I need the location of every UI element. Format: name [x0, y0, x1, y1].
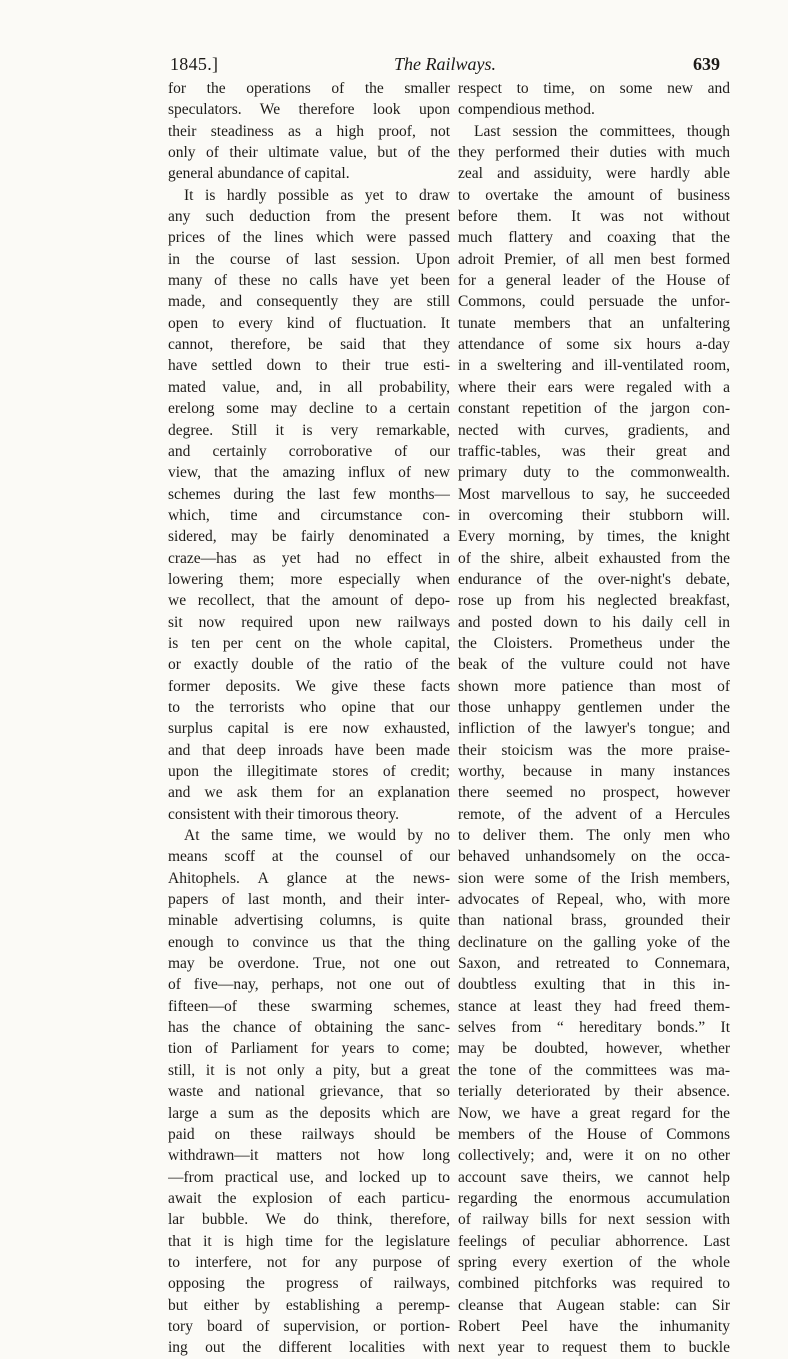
left-column-line: but either by establishing a peremp-: [168, 1296, 450, 1314]
right-column-line: terially deteriorated by their absence.: [458, 1083, 730, 1101]
right-column-line: combined pitchforks was required to: [458, 1275, 730, 1293]
right-column-line: compendious method.: [458, 101, 595, 119]
left-column-line: that it is high time for the legislature: [168, 1232, 450, 1250]
left-column-line: and certainly corroborative of our: [168, 442, 450, 460]
left-column-line: view, that the amazing influx of new: [168, 464, 450, 482]
right-column-line: attendance of some six hours a-day: [458, 336, 730, 354]
right-column-line: members of the House of Commons: [458, 1125, 730, 1143]
left-column-line: speculators. We therefore look upon: [168, 101, 450, 119]
left-column-line: schemes during the last few months—: [168, 485, 450, 503]
right-column-line: declinature on the galling yoke of the: [458, 933, 730, 951]
right-column-line: Commons, could persuade the unfor-: [458, 293, 730, 311]
right-column-line: where their ears were regaled with a: [458, 378, 730, 396]
left-column-line: and that deep inroads have been made: [168, 741, 450, 759]
right-column-line: Now, we have a great regard for the: [458, 1104, 730, 1122]
left-column-line: craze—has as yet had no effect in: [168, 549, 450, 567]
left-column-line: or exactly double of the ratio of the: [168, 656, 450, 674]
left-column-line: have settled down to their true esti-: [168, 357, 450, 375]
right-column-line: infliction of the lawyer's tongue; and: [458, 720, 730, 738]
left-column-line: upon the illegitimate stores of credit;: [168, 763, 450, 780]
left-column-line: which, time and circumstance con-: [168, 506, 450, 524]
left-column-line: lowering them; more especially when: [168, 570, 450, 588]
right-column-line: worthy, because in many instances: [458, 763, 730, 780]
right-column-line: for a general leader of the House of: [458, 272, 730, 290]
right-column-line: there seemed no prospect, however: [458, 784, 730, 802]
page-number: 639: [693, 54, 720, 74]
right-column-line: nected with curves, gradients, and: [458, 421, 730, 439]
left-column-line: many of these no calls have yet been: [168, 272, 450, 290]
right-column-line: Robert Peel have the inhumanity: [458, 1317, 730, 1335]
right-column-line: collectively; and, were it on no other: [458, 1147, 730, 1165]
left-column-line: made, and consequently they are still: [168, 293, 450, 311]
right-column-line: Saxon, and retreated to Connemara,: [458, 955, 730, 973]
right-column-line: primary duty to the commonwealth.: [458, 464, 730, 482]
right-column-line: stance at least they had freed them-: [458, 997, 730, 1015]
right-column-line: Last session the committees, though: [474, 122, 730, 140]
right-column-line: may be doubted, however, whether: [458, 1040, 730, 1058]
right-column-line: Most marvellous to say, he succeeded: [458, 485, 730, 503]
right-column-line: constant repetition of the jargon con-: [458, 400, 730, 418]
right-column-line: respect to time, on some new and: [458, 80, 730, 97]
right-column-line: traffic-tables, was their great and: [458, 442, 730, 460]
right-column-line: of railway bills for next session with: [458, 1211, 730, 1229]
right-column-line: of the shire, albeit exhausted from the: [458, 549, 730, 567]
right-text-column: [458, 78, 730, 1359]
left-column-line: in the course of last session. Upon: [168, 250, 450, 268]
left-column-line: means scoff at the counsel of our: [168, 848, 450, 866]
right-column-line: shown more patience than most of: [458, 677, 730, 695]
left-column-line: papers of last month, and their inter-: [168, 891, 450, 909]
running-head-title: The Railways.: [394, 54, 496, 74]
right-column-line: to deliver them. The only men who: [458, 827, 730, 845]
right-column-line: much flattery and coaxing that the: [458, 229, 730, 247]
left-column-line: prices of the lines which were passed: [168, 229, 450, 247]
left-column-line: It is hardly possible as yet to draw: [184, 186, 450, 204]
right-column-line: the tone of the committees was ma-: [458, 1061, 730, 1079]
left-column-line: lar bubble. We do think, therefore,: [168, 1211, 450, 1229]
left-column-line: former deposits. We give these facts: [168, 677, 450, 695]
right-column-line: beak of the vulture could not have: [458, 656, 730, 674]
right-column-line: sion were some of the Irish members,: [458, 869, 730, 887]
right-column-line: doubtless exulting that in this in-: [458, 976, 730, 994]
left-column-line: Ahitophels. A glance at the news-: [168, 869, 450, 887]
right-column-line: before them. It was not without: [458, 208, 730, 226]
right-column-line: Every morning, by times, the knight: [458, 528, 730, 546]
left-column-line: opposing the progress of railways,: [168, 1275, 450, 1293]
left-column-line: paid on these railways should be: [168, 1125, 450, 1143]
left-column-line: open to every kind of fluctuation. It: [168, 314, 450, 332]
right-column-line: tunate members that an unfaltering: [458, 314, 730, 332]
left-column-line: await the explosion of each particu-: [168, 1189, 450, 1207]
left-column-line: minable advertising columns, is quite: [168, 912, 450, 930]
left-column-line: consistent with their timorous theory.: [168, 805, 400, 823]
right-column-line: their stoicism was the more praise-: [458, 741, 730, 759]
right-column-line: endurance of the over-night's debate,: [458, 570, 730, 588]
left-column-line: At the same time, we would by no: [184, 827, 450, 845]
left-column-line: tion of Parliament for years to come;: [168, 1040, 450, 1058]
right-column-line: spring every exertion of the whole: [458, 1253, 730, 1271]
left-column-line: still, it is not only a pity, but a great: [168, 1061, 450, 1079]
right-column-line: account save theirs, we cannot help: [458, 1168, 730, 1186]
right-column-line: next year to request them to buckle: [458, 1339, 730, 1357]
right-column-line: behaved unhandsomely on the occa-: [458, 848, 730, 866]
right-column-line: and posted down to his daily cell in: [458, 613, 730, 631]
running-head: [160, 50, 730, 80]
left-column-line: we recollect, that the amount of depo-: [168, 592, 450, 610]
left-column-line: only of their ultimate value, but of the: [168, 144, 450, 162]
left-column-line: erelong some may decline to a certain: [168, 400, 450, 418]
left-column-line: sit now required upon new railways: [168, 613, 450, 631]
left-column-line: to interfere, not for any purpose of: [168, 1253, 450, 1271]
running-head-year: 1845.]: [170, 54, 219, 74]
left-column-line: for the operations of the smaller: [168, 80, 450, 97]
right-column-line: in overcoming their stubborn will.: [458, 506, 730, 524]
left-column-line: ing out the different localities with: [168, 1339, 450, 1357]
right-column-line: cleanse that Augean stable: can Sir: [458, 1296, 730, 1314]
left-column-line: has the chance of obtaining the sanc-: [168, 1019, 450, 1037]
left-column-line: withdrawn—it matters not how long: [168, 1147, 450, 1165]
right-column-line: rose up from his neglected breakfast,: [458, 592, 730, 610]
left-column-line: to the terrorists who opine that our: [168, 698, 450, 716]
left-text-column: [168, 78, 450, 1359]
right-column-line: the Cloisters. Prometheus under the: [458, 634, 730, 652]
right-column-line: zeal and assiduity, were hardly able: [458, 165, 730, 183]
right-column-line: in a sweltering and ill-ventilated room,: [458, 357, 730, 375]
left-column-line: tory board of supervision, or portion-: [168, 1317, 450, 1335]
right-column-line: feelings of peculiar abhorrence. Last: [458, 1232, 730, 1250]
right-column-line: selves from “ hereditary bonds.” It: [458, 1019, 730, 1037]
right-column-line: to overtake the amount of business: [458, 186, 730, 204]
left-column-line: degree. Still it is very remarkable,: [168, 421, 450, 439]
left-column-line: and we ask them for an explanation: [168, 784, 450, 802]
left-column-line: cannot, therefore, be said that they: [168, 336, 450, 354]
right-column-line: adroit Premier, of all men best formed: [458, 250, 730, 268]
left-column-line: fifteen—of these swarming schemes,: [168, 997, 450, 1015]
left-column-line: enough to convince us that the thing: [168, 933, 450, 951]
right-column-line: advocates of Repeal, who, with more: [458, 891, 730, 909]
left-column-line: any such deduction from the present: [168, 208, 450, 226]
right-column-line: than national brass, grounded their: [458, 912, 730, 930]
left-column-line: of five—nay, perhaps, not one out of: [168, 976, 450, 994]
right-column-line: they performed their duties with much: [458, 144, 730, 162]
left-column-line: large a sum as the deposits which are: [168, 1104, 450, 1122]
left-column-line: —from practical use, and locked up to: [168, 1168, 450, 1186]
left-column-line: is ten per cent on the whole capital,: [168, 634, 450, 652]
left-column-line: waste and national grievance, that so: [168, 1083, 450, 1101]
right-column-line: those unhappy gentlemen under the: [458, 698, 730, 716]
right-column-line: remote, of the advent of a Hercules: [458, 805, 730, 823]
left-column-line: their steadiness as a high proof, not: [168, 122, 450, 140]
left-column-line: mated value, and, in all probability,: [168, 378, 450, 396]
left-column-line: surplus capital is ere now exhausted,: [168, 720, 450, 738]
right-column-line: regarding the enormous accumulation: [458, 1189, 730, 1207]
left-column-line: may be overdone. True, not one out: [168, 955, 450, 973]
left-column-line: general abundance of capital.: [168, 165, 350, 183]
left-column-line: sidered, may be fairly denominated a: [168, 528, 450, 546]
